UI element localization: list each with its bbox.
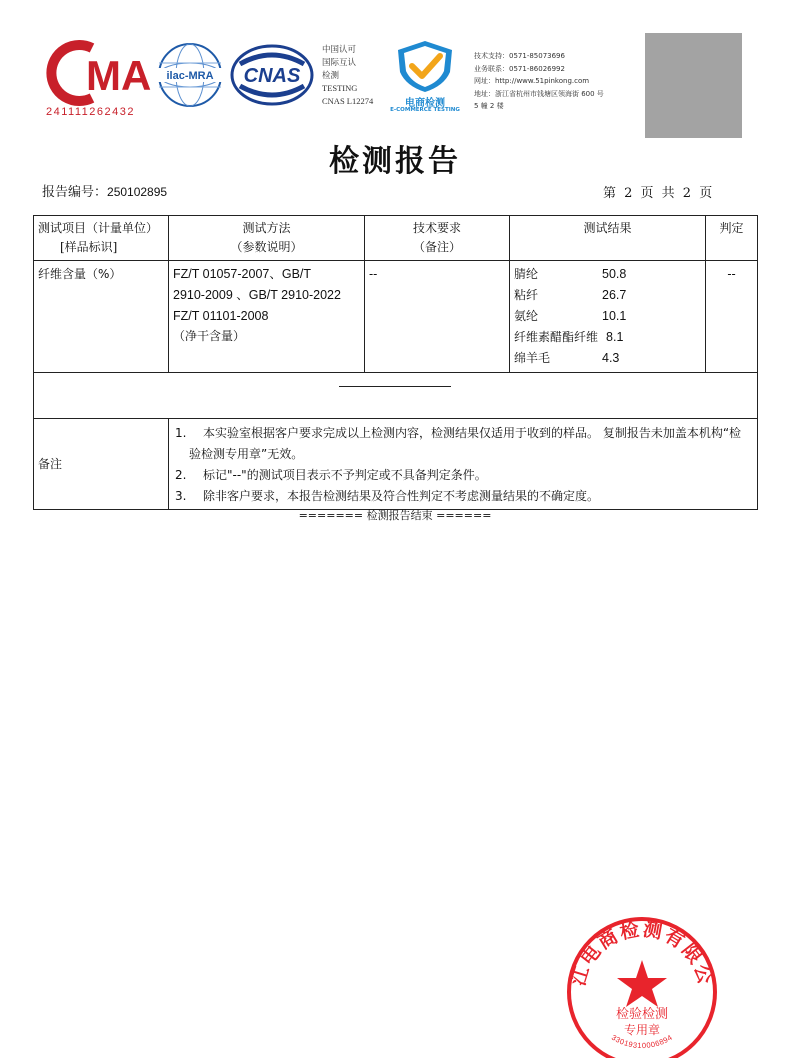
cnas-mark-icon (230, 44, 314, 106)
remark-index: 3. (175, 489, 187, 503)
test-report-table (33, 215, 758, 510)
header-requirement-line: （备注） (412, 240, 461, 254)
cell-results (510, 261, 706, 373)
seal-label-2: 专用章 (623, 1023, 661, 1037)
result-fiber: 绵羊毛 (514, 351, 551, 365)
cma-letters: MA (86, 52, 152, 99)
ecommerce-logo-en: E-COMMERCE TESTING (390, 107, 460, 113)
remark-text: 标记"--"的测试项目表示不予判定或不具备判定条件。 (203, 468, 487, 482)
cnas-accreditation-text (322, 43, 373, 108)
result-fiber: 纤维素醋酯纤维 (514, 330, 599, 344)
ilac-globe-icon (156, 41, 224, 109)
separator-cell (34, 373, 758, 419)
result-value: 4.3 (602, 351, 620, 365)
contact-line: 地址：浙江省杭州市钱塘区领海街 600 号 (474, 89, 604, 98)
result-item (514, 348, 701, 369)
sample-photo (645, 33, 742, 138)
cell-method (169, 261, 365, 373)
judgment-value: -- (727, 267, 736, 281)
header-result-label: 测试结果 (583, 221, 632, 235)
report-number-row (42, 181, 167, 200)
seal-company-name: 江电商检测有限公 (567, 918, 717, 989)
remark-index: 2. (175, 468, 187, 482)
seal-number: 3301931000689​4 (609, 1032, 675, 1051)
header-item-line: 测试项目（计量单位） (38, 221, 159, 235)
result-fiber: 氨纶 (514, 309, 539, 323)
remark-item (173, 465, 753, 486)
cell-judgment (706, 261, 758, 373)
contact-line: 业务联系：0571-86026992 (474, 64, 565, 73)
separator-line (339, 386, 451, 387)
separator-row (34, 373, 758, 419)
contact-info (474, 50, 604, 113)
table-header-row (34, 216, 758, 261)
contact-line: 网址：http://www.51pinkong.com (474, 77, 590, 85)
result-value: 50.8 (602, 267, 627, 281)
result-value: 10.1 (602, 309, 627, 323)
remarks-label: 备注 (38, 456, 63, 471)
ilac-text: ilac-MRA (166, 70, 214, 82)
report-number: 250102895 (107, 185, 168, 199)
cnas-line: 中国认可 (322, 44, 357, 54)
header-judgment-label: 判定 (719, 221, 744, 235)
seal-label-1: 检验检测 (615, 1007, 669, 1022)
cnas-text: CNAS (243, 65, 301, 87)
result-value: 26.7 (602, 288, 627, 302)
contact-line: 5 幢 2 楼 (474, 102, 504, 110)
requirement-value: -- (369, 267, 378, 281)
remarks-cell (169, 419, 758, 510)
cnas-line: TESTING (322, 83, 358, 93)
result-value: 8.1 (606, 330, 624, 344)
header-method-line: 测试方法 (242, 221, 291, 235)
cell-requirement (365, 261, 510, 373)
result-item (514, 285, 701, 306)
shield-check-icon (388, 38, 462, 94)
ecommerce-testing-logo (388, 38, 462, 118)
remark-item (173, 423, 753, 465)
report-end-marker: ======= 检测报告结束 ====== (298, 509, 492, 522)
result-item (514, 306, 701, 327)
table-row (34, 261, 758, 373)
header-method-line: （参数说明） (230, 240, 303, 254)
method-note: （净干含量） (173, 329, 246, 343)
method-line: FZ/T 01101-2008 (173, 309, 269, 323)
remarks-label-cell (34, 419, 169, 510)
item-name: 纤维含量（%） (38, 267, 122, 281)
header-judgment (706, 216, 758, 261)
header-requirement (365, 216, 510, 261)
header-item (34, 216, 169, 261)
page-title: 检测报告 (329, 144, 461, 179)
seal-stamp-icon (562, 912, 722, 1058)
ecommerce-logo-cn: 电商检测 (405, 98, 445, 109)
cnas-line: 国际互认 (322, 57, 357, 67)
header-requirement-line: 技术要求 (412, 221, 461, 235)
cnas-line: 检测 (322, 70, 340, 80)
cma-mark-icon (42, 40, 154, 106)
cnas-logo (230, 44, 314, 106)
header-result (510, 216, 706, 261)
remark-text: 本实验室根据客户要求完成以上检测内容，检测结果仅适用于收到的样品。 复制报告未加盖本机构“检验检测专用章”无效。 (189, 426, 742, 461)
remark-index: 1. (175, 426, 187, 440)
remark-text: 除非客户要求，本报告检测结果及符合性判定不考虑测量结果的不确定度。 (203, 489, 600, 503)
method-line: FZ/T 01057-2007、GB/T (173, 267, 312, 281)
cell-item (34, 261, 169, 373)
result-item (514, 327, 701, 348)
page-count: 第 2 页 共 2 页 (603, 186, 713, 201)
method-line: 2910-2009 、GB/T 2910-2022 (173, 288, 341, 302)
official-seal (562, 912, 722, 1058)
result-fiber: 腈纶 (514, 267, 539, 281)
ilac-mra-logo (156, 41, 224, 109)
report-number-label: 报告编号： (42, 185, 108, 200)
cma-logo (42, 40, 154, 120)
remarks-row (34, 419, 758, 510)
contact-line: 技术支持：0571-85073696 (474, 52, 565, 60)
remark-item (173, 486, 753, 507)
cnas-line: CNAS L12274 (322, 96, 374, 106)
cma-number: 241111262432 (46, 106, 135, 118)
header-item-line: [样品标识] (60, 240, 118, 254)
result-item (514, 264, 701, 285)
header-method (169, 216, 365, 261)
seal-star-icon (617, 960, 667, 1007)
result-fiber: 粘纤 (514, 288, 539, 302)
